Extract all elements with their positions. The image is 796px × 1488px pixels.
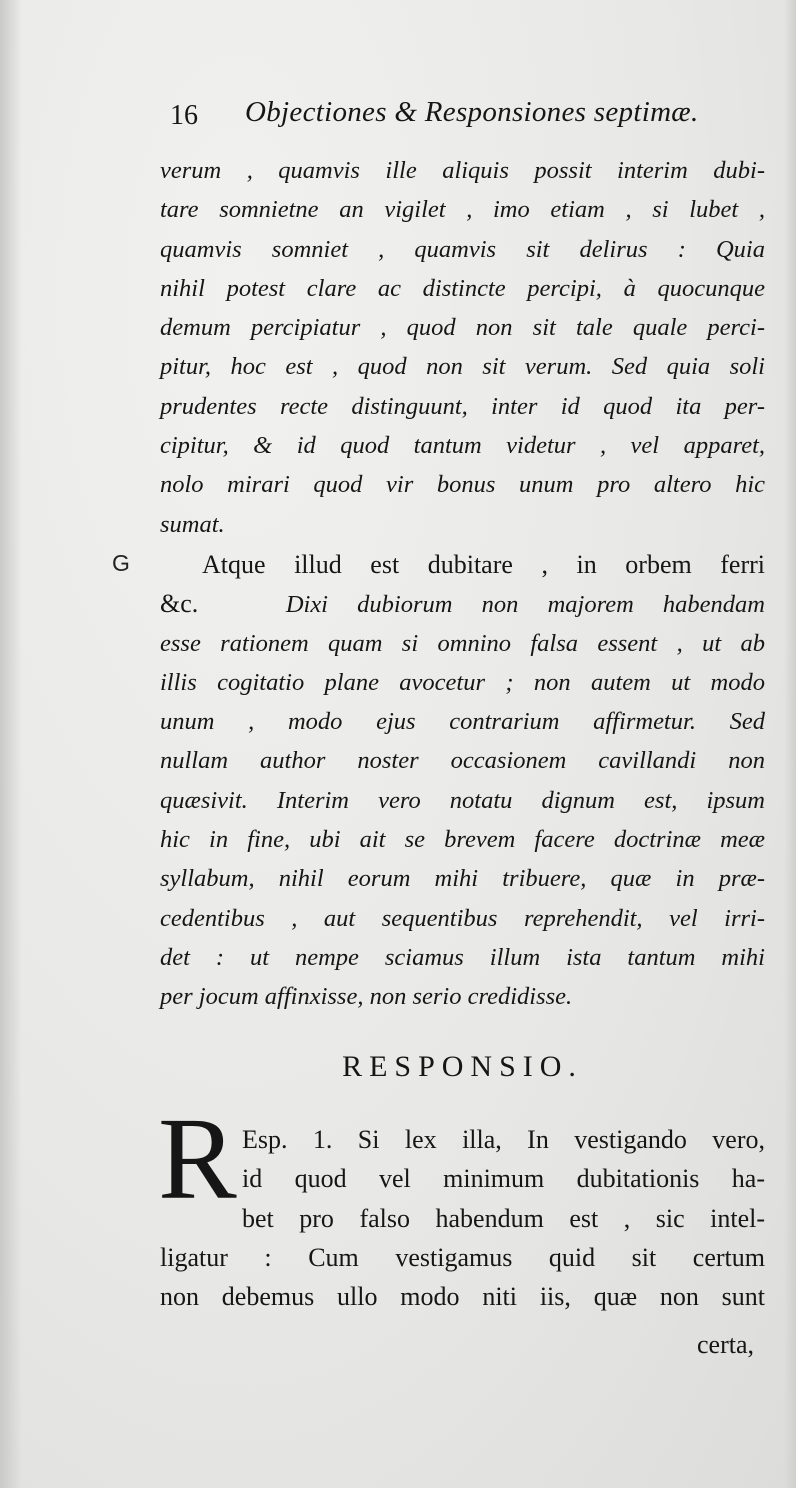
text-line: per jocum affinxisse, non serio credidisse.: [160, 983, 573, 1011]
objection-paragraph-2: [160, 545, 765, 1017]
page-number: 16: [170, 100, 198, 131]
text-line: bet pro falso habendum est , sic intel-: [242, 1203, 765, 1233]
text-line: [160, 584, 765, 623]
text-line: sumat.: [160, 510, 225, 538]
text-line: syllabum, nihil eorum mihi tribuere, quæ in præ-: [160, 865, 765, 893]
margin-letter: G: [112, 550, 130, 576]
text-line: quæsivit. Interim vero notatu dignum est, ipsum: [160, 786, 765, 814]
text-line: cedentibus , aut sequentibus reprehendit, vel irri-: [160, 904, 765, 932]
objection-paragraph: [160, 151, 765, 544]
text-line: quamvis somniet , quamvis sit delirus : Quia: [160, 235, 765, 263]
text-line: prudentes recte distinguunt, inter id quod ita per-: [160, 392, 765, 420]
section-heading: RESPONSIO.: [342, 1050, 583, 1083]
page-edge-shadow: [784, 0, 796, 1488]
catchword: certa,: [696, 1330, 754, 1359]
text-line: cipitur, & id quod tantum videtur , vel apparet,: [160, 432, 765, 460]
text-line: Esp. 1. Si lex illa, In vestigando vero,: [242, 1125, 765, 1154]
text-line: non debemus ullo modo niti iis, quæ non sunt: [160, 1282, 765, 1312]
drop-cap: R: [158, 1093, 237, 1224]
text-line: verum , quamvis ille aliquis possit interim dubi-: [160, 157, 765, 184]
text-line: id quod vel minimum dubitationis ha-: [242, 1164, 765, 1194]
running-header: [170, 96, 770, 144]
text-line: demum percipiatur , quod non sit tale quale perci-: [160, 314, 765, 342]
text-line: Atque illud est dubitare , in orbem ferri: [202, 550, 765, 579]
running-title: Objectiones & Responsiones septimæ.: [245, 96, 699, 128]
response-paragraph: [160, 1120, 765, 1316]
text-line: nolo mirari quod vir bonus unum pro altero hic: [160, 471, 765, 499]
text-line: ligatur : Cum vestigamus quid sit certum: [160, 1242, 765, 1272]
text-line: illis cogitatio plane avocetur ; non autem ut modo: [160, 668, 765, 696]
text-line: esse rationem quam si omnino falsa essent , ut ab: [160, 629, 765, 657]
text-line: det : ut nempe sciamus illum ista tantum mihi: [160, 943, 765, 971]
text-line: pitur, hoc est , quod non sit verum. Sed quia soli: [160, 353, 765, 381]
text-line: unum , modo ejus contrarium affirmetur. Sed: [160, 708, 765, 736]
text-fragment: &c.: [160, 589, 199, 619]
text-line: nullam author noster occasionem cavillandi non: [160, 747, 765, 775]
text-line: tare somnietne an vigilet , imo etiam , si lubet ,: [160, 196, 765, 224]
text-fragment: Dixi dubiorum non majorem habendam: [285, 591, 766, 619]
text-line: nihil potest clare ac distincte percipi, à quocunque: [160, 274, 765, 302]
gutter-shadow: [0, 0, 22, 1488]
text-line: hic in fine, ubi ait se brevem facere doctrinæ meæ: [160, 826, 765, 854]
